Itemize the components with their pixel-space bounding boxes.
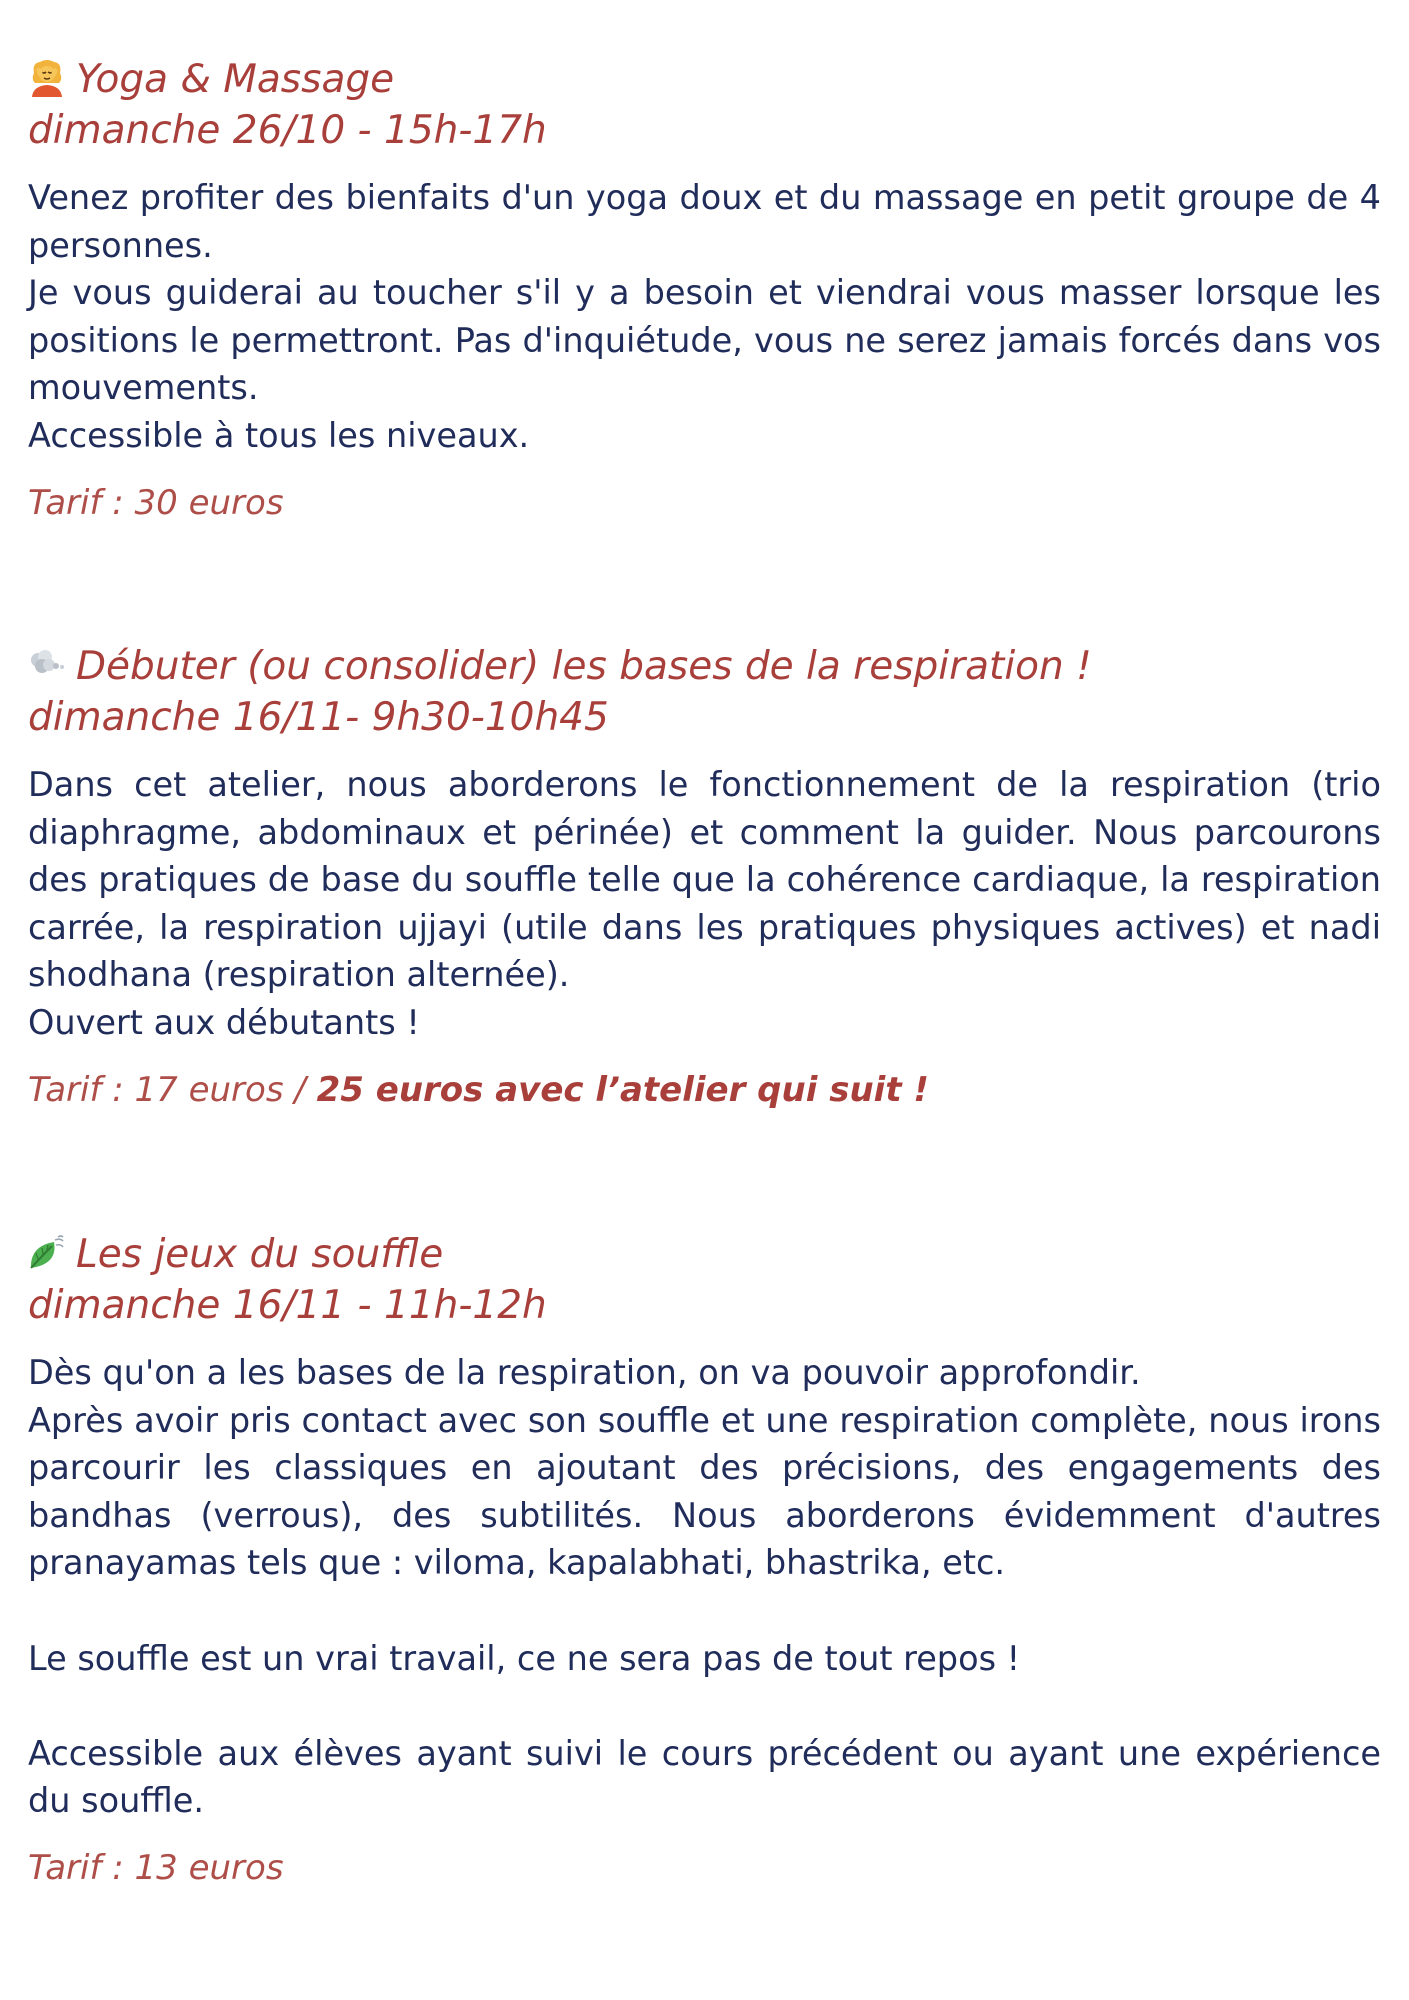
paragraph: Après avoir pris contact avec son souffle et une respiration complète, nous irons parcourir les classiques en ajoutant des précisions, des engagements des bandhas (verrous), des subtilités. Nous aborderons évidemment d'autres pranayamas tels que : viloma, kapalabhati, bhastrika, etc. xyxy=(28,1400,1381,1583)
leaf-wind-icon xyxy=(28,1234,66,1272)
paragraph: Venez profiter des bienfaits d'un yoga doux et du massage en petit groupe de 4 personnes. xyxy=(28,178,1381,265)
event-bases-respiration xyxy=(28,641,1381,1113)
combo-offer: 25 euros avec l’atelier qui suit ! xyxy=(316,1069,929,1110)
paragraph: Dans cet atelier, nous aborderons le fonctionnement de la respiration (trio diaphragme, abdominaux et périnée) et comment la guider. Nous parcourons des pratiques de base du souffle telle que la cohérence cardiaque, la respiration carrée, la respiration ujjayi (utile dans les pratiques physiques actives) et nadi shodhana (respiration alternée). xyxy=(28,765,1381,995)
event-price: Tarif : 30 euros xyxy=(28,482,284,523)
paragraph: Je vous guiderai au toucher s'il y a besoin et viendrai vous masser lorsque les positions le permettront. Pas d'inquiétude, vous ne serez jamais forcés dans vos mouvements. xyxy=(28,273,1381,408)
event-title: Yoga & Massage xyxy=(28,54,1381,106)
paragraph: Accessible aux élèves ayant suivi le cours précédent ou ayant une expérience du souffle. xyxy=(28,1733,1381,1821)
paragraph: Dès qu'on a les bases de la respiration, on va pouvoir approfondir. xyxy=(28,1353,1141,1392)
person-massage-icon xyxy=(28,59,66,97)
event-price: Tarif : 17 euros / 25 euros avec l’atelier qui suit ! xyxy=(28,1069,929,1110)
dashing-away-icon xyxy=(28,646,66,684)
event-yoga-massage xyxy=(28,54,1381,526)
paragraph: Accessible à tous les niveaux. xyxy=(28,415,530,455)
event-title: Les jeux du souffle xyxy=(28,1229,1381,1281)
event-date: dimanche 16/11- 9h30-10h45 xyxy=(28,695,609,740)
event-title: Débuter (ou consolider) les bases de la respiration ! xyxy=(28,641,1381,693)
event-jeux-souffle xyxy=(28,1229,1381,1891)
event-description xyxy=(28,1349,1381,1825)
paragraph: Ouvert aux débutants ! xyxy=(28,1002,420,1042)
event-date: dimanche 26/10 - 15h-17h xyxy=(28,108,547,153)
event-description xyxy=(28,174,1381,460)
event-price: Tarif : 13 euros xyxy=(28,1847,284,1888)
event-date: dimanche 16/11 - 11h-12h xyxy=(28,1283,547,1328)
paragraph: Le souffle est un vrai travail, ce ne sera pas de tout repos ! xyxy=(28,1638,1021,1678)
event-description xyxy=(28,761,1381,1047)
